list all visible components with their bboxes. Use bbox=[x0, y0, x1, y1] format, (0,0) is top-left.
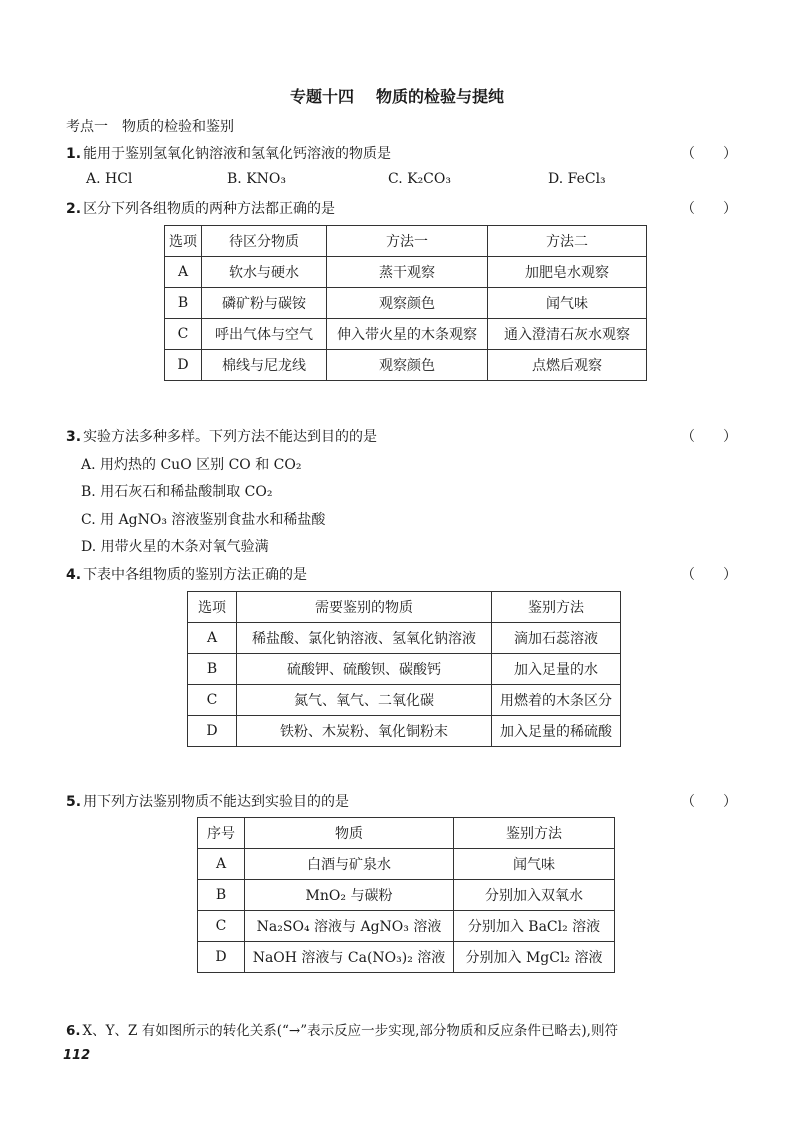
q5-table bbox=[197, 817, 615, 973]
table-row bbox=[165, 257, 647, 288]
q3-option-a: A. 用灼热的 CuO 区别 CO 和 CO₂ bbox=[81, 457, 302, 473]
question-number: 2. bbox=[66, 201, 82, 217]
answer-blank-4[interactable]: （ ） bbox=[681, 567, 737, 583]
table-row bbox=[165, 288, 647, 319]
question-5 bbox=[66, 791, 349, 811]
table-cell: 点燃后观察 bbox=[488, 350, 647, 381]
q1-option-a: A. HCl bbox=[86, 171, 133, 187]
title-topic: 专题十四 bbox=[289, 87, 354, 106]
table-cell: D bbox=[165, 350, 202, 381]
question-text: 下表中各组物质的鉴别方法正确的是 bbox=[83, 567, 308, 583]
table-cell: 加肥皂水观察 bbox=[488, 257, 647, 288]
question-text: 实验方法多种多样。下列方法不能达到目的的是 bbox=[83, 429, 378, 445]
table-cell: 通入澄清石灰水观察 bbox=[488, 319, 647, 350]
q3-option-d: D. 用带火星的木条对氧气验满 bbox=[81, 539, 269, 555]
table-header: 方法一 bbox=[327, 226, 488, 257]
q1-option-b: B. KNO₃ bbox=[227, 171, 286, 187]
table-cell: B bbox=[165, 288, 202, 319]
question-4 bbox=[66, 564, 307, 584]
question-number: 6. bbox=[66, 1023, 81, 1039]
table-cell: 硫酸钾、硫酸钡、碳酸钙 bbox=[237, 654, 492, 685]
table-row bbox=[188, 716, 621, 747]
answer-blank-5[interactable]: （ ） bbox=[681, 794, 737, 810]
answer-blank-1[interactable]: （ ） bbox=[681, 146, 737, 162]
table-cell: 观察颜色 bbox=[327, 350, 488, 381]
table-row bbox=[198, 880, 615, 911]
table-cell: NaOH 溶液与 Ca(NO₃)₂ 溶液 bbox=[245, 942, 454, 973]
table-header: 选项 bbox=[188, 592, 237, 623]
table-cell: B bbox=[198, 880, 245, 911]
section-label: 考点一 bbox=[66, 119, 108, 135]
table-cell: 加入足量的水 bbox=[492, 654, 621, 685]
question-number: 3. bbox=[66, 429, 82, 445]
table-row bbox=[188, 654, 621, 685]
section-heading bbox=[66, 116, 234, 136]
table-cell: 滴加石蕊溶液 bbox=[492, 623, 621, 654]
page-number: 112 bbox=[63, 1048, 91, 1063]
table-header: 物质 bbox=[245, 818, 454, 849]
table-cell: 用燃着的木条区分 bbox=[492, 685, 621, 716]
q2-table bbox=[164, 225, 647, 381]
table-row bbox=[165, 350, 647, 381]
table-header-row bbox=[198, 818, 615, 849]
table-header: 待区分物质 bbox=[202, 226, 327, 257]
q3-option-c: C. 用 AgNO₃ 溶液鉴别食盐水和稀盐酸 bbox=[81, 512, 326, 528]
table-cell: A bbox=[165, 257, 202, 288]
table-cell: C bbox=[188, 685, 237, 716]
table-header: 选项 bbox=[165, 226, 202, 257]
table-header: 鉴别方法 bbox=[454, 818, 615, 849]
table-cell: 蒸干观察 bbox=[327, 257, 488, 288]
q1-option-c: C. K₂CO₃ bbox=[388, 171, 451, 187]
question-1 bbox=[66, 143, 391, 163]
answer-blank-3[interactable]: （ ） bbox=[681, 429, 737, 445]
q1-option-d: D. FeCl₃ bbox=[548, 171, 606, 187]
table-cell: 闻气味 bbox=[454, 849, 615, 880]
table-cell: 观察颜色 bbox=[327, 288, 488, 319]
title-subject: 物质的检验与提纯 bbox=[376, 87, 505, 106]
question-text: 能用于鉴别氢氧化钠溶液和氢氧化钙溶液的物质是 bbox=[83, 146, 392, 162]
question-3 bbox=[66, 426, 377, 446]
answer-blank-2[interactable]: （ ） bbox=[681, 201, 737, 217]
table-cell: A bbox=[188, 623, 237, 654]
table-cell: 分别加入 MgCl₂ 溶液 bbox=[454, 942, 615, 973]
q4-table bbox=[187, 591, 621, 747]
question-2 bbox=[66, 198, 335, 218]
table-row bbox=[198, 849, 615, 880]
q3-option-b: B. 用石灰石和稀盐酸制取 CO₂ bbox=[81, 484, 273, 500]
table-cell: C bbox=[198, 911, 245, 942]
table-header: 鉴别方法 bbox=[492, 592, 621, 623]
table-row bbox=[188, 685, 621, 716]
table-cell: 磷矿粉与碳铵 bbox=[202, 288, 327, 319]
question-text: X、Y、Z 有如图所示的转化关系(“→”表示反应一步实现,部分物质和反应条件已略去),则符 bbox=[82, 1023, 618, 1039]
table-header-row bbox=[188, 592, 621, 623]
table-cell: 分别加入 BaCl₂ 溶液 bbox=[454, 911, 615, 942]
table-header: 序号 bbox=[198, 818, 245, 849]
table-cell: 稀盐酸、氯化钠溶液、氢氧化钠溶液 bbox=[237, 623, 492, 654]
table-cell: D bbox=[188, 716, 237, 747]
table-cell: 呼出气体与空气 bbox=[202, 319, 327, 350]
table-cell: A bbox=[198, 849, 245, 880]
table-row bbox=[188, 623, 621, 654]
question-text: 用下列方法鉴别物质不能达到实验目的的是 bbox=[83, 794, 350, 810]
table-cell: 加入足量的稀硫酸 bbox=[492, 716, 621, 747]
table-cell: MnO₂ 与碳粉 bbox=[245, 880, 454, 911]
table-cell: 铁粉、木炭粉、氧化铜粉末 bbox=[237, 716, 492, 747]
table-header: 方法二 bbox=[488, 226, 647, 257]
table-cell: D bbox=[198, 942, 245, 973]
page-title bbox=[0, 84, 794, 107]
question-6 bbox=[66, 1019, 618, 1039]
table-cell: 氮气、氧气、二氧化碳 bbox=[237, 685, 492, 716]
table-cell: Na₂SO₄ 溶液与 AgNO₃ 溶液 bbox=[245, 911, 454, 942]
table-cell: B bbox=[188, 654, 237, 685]
table-row bbox=[198, 911, 615, 942]
table-cell: 棉线与尼龙线 bbox=[202, 350, 327, 381]
question-number: 1. bbox=[66, 146, 82, 162]
table-header: 需要鉴别的物质 bbox=[237, 592, 492, 623]
section-topic: 物质的检验和鉴别 bbox=[122, 119, 234, 135]
table-cell: 白酒与矿泉水 bbox=[245, 849, 454, 880]
question-number: 5. bbox=[66, 794, 82, 810]
table-cell: 伸入带火星的木条观察 bbox=[327, 319, 488, 350]
table-cell: 软水与硬水 bbox=[202, 257, 327, 288]
table-header-row bbox=[165, 226, 647, 257]
table-row bbox=[165, 319, 647, 350]
question-text: 区分下列各组物质的两种方法都正确的是 bbox=[83, 201, 336, 217]
table-cell: 闻气味 bbox=[488, 288, 647, 319]
table-row bbox=[198, 942, 615, 973]
table-cell: C bbox=[165, 319, 202, 350]
table-cell: 分别加入双氧水 bbox=[454, 880, 615, 911]
question-number: 4. bbox=[66, 567, 82, 583]
